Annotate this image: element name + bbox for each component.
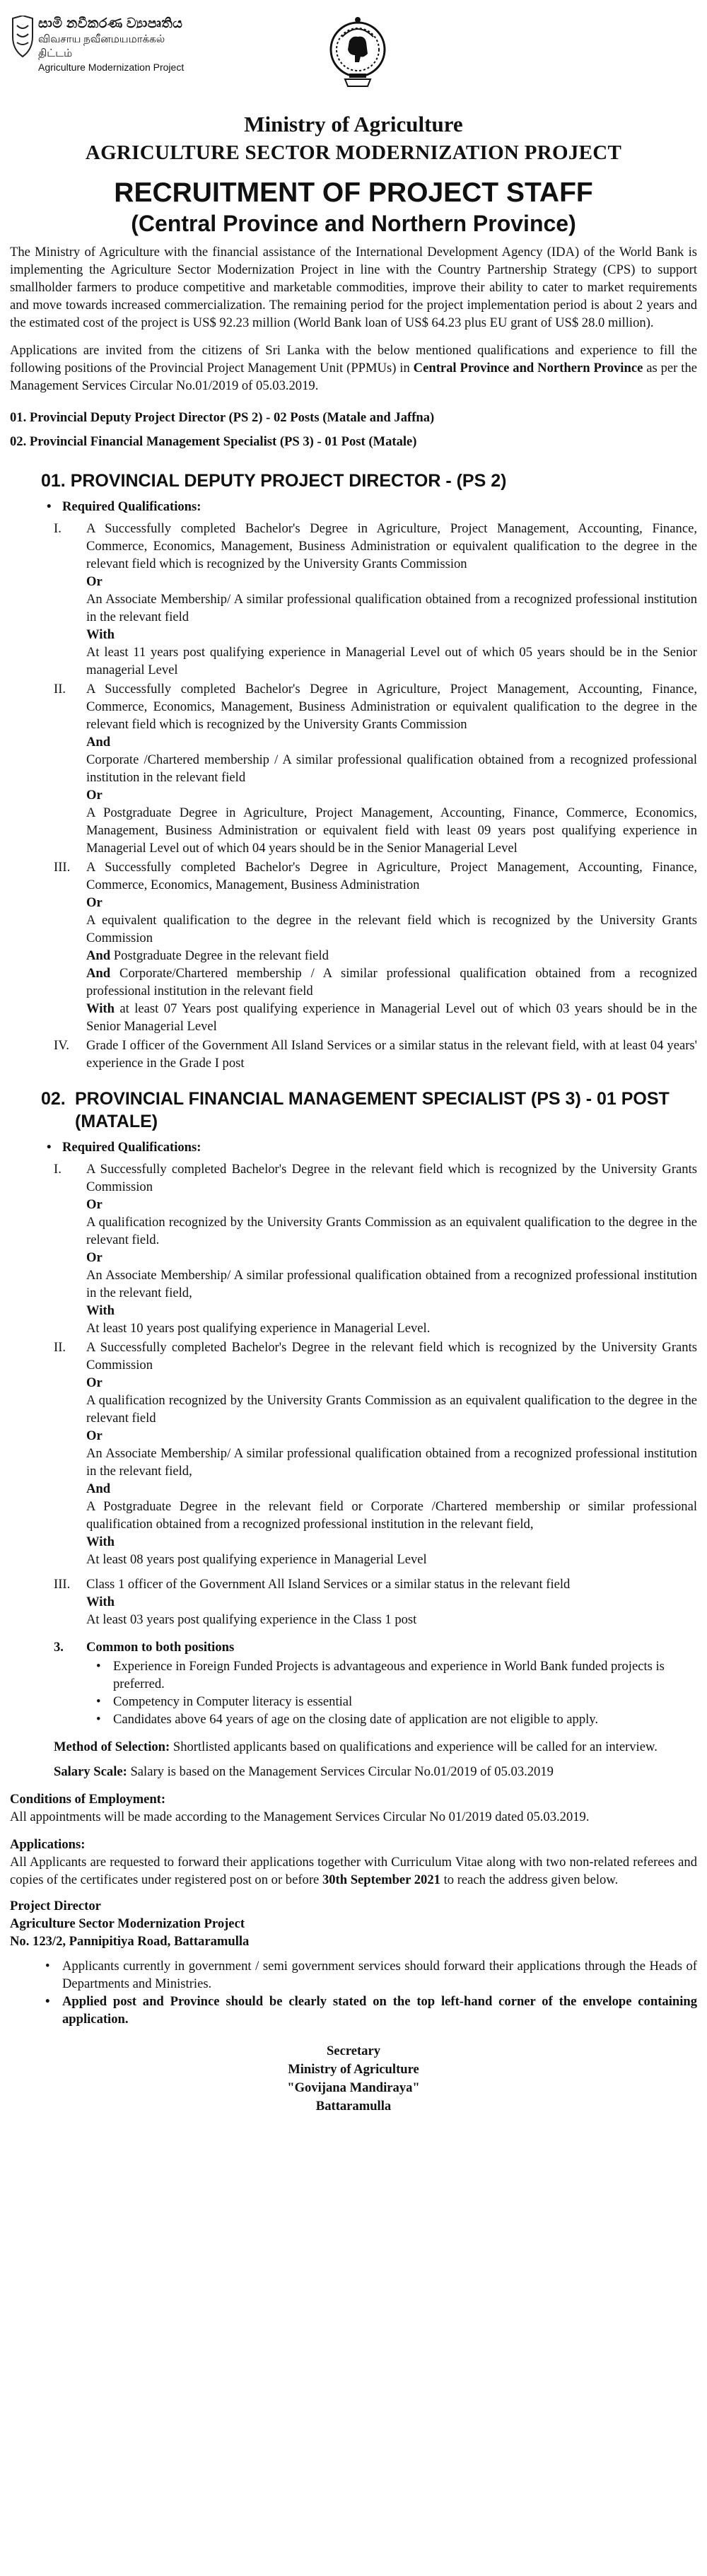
note-text: Applied post and Province should be clearly stated on the top left-hand corner of the envelope containing application. <box>62 1994 697 2027</box>
conjunction: With <box>86 1303 115 1318</box>
common-number: 3. <box>54 1640 64 1655</box>
qualification-text: An Associate Membership/ A similar professional qualification obtained from a recognized professional institution in the relevant field <box>86 592 697 624</box>
note-item <box>10 1957 697 1993</box>
project-logo-mark-icon <box>10 16 35 58</box>
ministry-name: Ministry of Agriculture <box>244 112 463 136</box>
method-text: Shortlisted applicants based on qualifications and experience will be called for an interview. <box>170 1739 658 1754</box>
item-number: IV. <box>54 1038 69 1053</box>
qualification-text: A Successfully completed Bachelor's Degree in the relevant field which is recognized by the University Grants Commission <box>86 1162 697 1194</box>
qualification-item <box>10 1160 697 1337</box>
logo-tamil-text: விவசாய நவீனமயமாக்கல் திட்டம் <box>38 34 165 59</box>
conjunction: With <box>86 1595 115 1609</box>
mailing-address <box>10 1897 697 1950</box>
conjunction: With <box>86 627 115 642</box>
bullet-icon: • <box>96 1694 101 1709</box>
section2-required-label <box>47 1138 697 1156</box>
qualification-text: An Associate Membership/ A similar professional qualification obtained from a recognized professional institution in the relevant field, <box>86 1268 697 1300</box>
qualification-item <box>10 858 697 1035</box>
qualification-text: At least 03 years post qualifying experience in the Class 1 post <box>86 1612 417 1627</box>
qualification-line <box>86 964 697 1000</box>
recruitment-subtitle: (Central Province and Northern Province) <box>131 211 576 236</box>
qualification-line <box>86 947 697 964</box>
section1-required-label <box>47 498 697 515</box>
item-number: I. <box>54 1162 62 1177</box>
conjunction: Or <box>86 1428 103 1443</box>
section2-qualifications <box>10 1160 697 1628</box>
section2-required-label-text: Required Qualifications: <box>62 1140 201 1155</box>
applications-heading: Applications: <box>10 1837 86 1852</box>
applications-text-2: to reach the address given below. <box>440 1872 619 1887</box>
qualification-text: A qualification recognized by the University Grants Commission as an equivalent qualification to the degree in the relevant field <box>86 1393 697 1426</box>
list-item <box>10 1657 697 1693</box>
applications-text <box>10 1853 697 1889</box>
bullet-icon: • <box>47 499 52 514</box>
qualification-text: A Postgraduate Degree in Agriculture, Project Management, Accounting, Finance, Commerce, Economics, Management, Business Administration or equivalent field with least 09 years post qualifying experience in Managerial Level out of which 04 years should be in the Senior Managerial Level <box>86 805 697 856</box>
conjunction: And <box>86 735 111 750</box>
conjunction: With <box>86 1001 115 1016</box>
positions-list <box>10 406 697 454</box>
qualification-text: A Postgraduate Degree in the relevant field or Corporate /Chartered membership or similar professional qualification obtained from a recognized professional institution in the relevant field, <box>86 1499 697 1532</box>
intro-paragraph: The Ministry of Agriculture with the financial assistance of the International Development Agency (IDA) of the World Bank is implementing the Agriculture Sector Modernization Project in line with the Country Partnership Strategy (CPS) to support smallholder farmers to produce competitive and marketable commodities, improve their ability to cater to market requirements and move towards increased commercialization. The remaining period for the project implementation period is about 2 years and the estimated cost of the project is US$ 92.23 million (World Bank loan of US$ 64.23 plus EU grant of US$ 28.0 million). <box>10 245 697 330</box>
qualification-item <box>10 1339 697 1568</box>
conditions-heading: Conditions of Employment: <box>10 1792 166 1807</box>
applications-invited-text-1: Applications are invited from the citizens of Sri Lanka with the below mentioned qualifications and experience to fill the following positions of the Provincial Project Management Unit (PPMUs) in <box>10 343 697 375</box>
note-text: Applicants currently in government / semi government services should forward their applications through the Heads of Departments and Ministries. <box>62 1959 697 1991</box>
qualification-text: A Successfully completed Bachelor's Degree in Agriculture, Project Management, Accounting, Finance, Commerce, Economics, Management, Business Administration or equivalent qualification to the degree in the relevant field which is recognized by the University Grants Commission <box>86 682 697 732</box>
section2-heading <box>10 1088 697 1133</box>
salary-text: Salary is based on the Management Services Circular No.01/2019 of 05.03.2019 <box>127 1764 554 1779</box>
qualification-text: At least 11 years post qualifying experience in Managerial Level out of which 05 years should be in the Senior managerial Level <box>86 645 697 677</box>
sri-lanka-emblem-icon <box>328 16 387 89</box>
conjunction: Or <box>86 788 103 803</box>
project-logo <box>10 16 195 74</box>
common-label: Common to both positions <box>86 1640 235 1655</box>
logo-english-text: Agriculture Modernization Project <box>38 62 185 73</box>
qualification-text: A Successfully completed Bachelor's Degree in Agriculture, Project Management, Accounting, Finance, Commerce, Economics, Management, Business Administration <box>86 860 697 892</box>
qualification-text: At least 08 years post qualifying experience in Managerial Level <box>86 1552 427 1567</box>
conjunction: With <box>86 1534 115 1549</box>
address-line: Agriculture Sector Modernization Project <box>10 1916 245 1931</box>
qualification-text: A equivalent qualification to the degree in the relevant field which is recognized by the University Grants Commission <box>86 913 697 945</box>
conjunction: And <box>86 966 111 981</box>
bullet-icon: • <box>96 1659 101 1674</box>
qualification-text: A qualification recognized by the University Grants Commission as an equivalent qualification to the degree in the relevant field. <box>86 1215 697 1247</box>
list-item <box>10 1710 697 1728</box>
qualification-text: An Associate Membership/ A similar professional qualification obtained from a recognized professional institution in the relevant field, <box>86 1446 697 1479</box>
application-deadline: 30th September 2021 <box>322 1872 440 1887</box>
qualification-text: A Successfully completed Bachelor's Degree in the relevant field which is recognized by the University Grants Commission <box>86 1340 697 1372</box>
list-item-text: Candidates above 64 years of age on the closing date of application are not eligible to apply. <box>113 1712 599 1727</box>
qualification-text: Corporate /Chartered membership / A similar professional qualification obtained from a recognized professional institution in the relevant field <box>86 752 697 785</box>
qualification-item <box>10 520 697 679</box>
signature-block <box>10 2042 697 2116</box>
qualification-item <box>10 1037 697 1072</box>
item-number: II. <box>54 1340 66 1355</box>
list-item-text: Competency in Computer literacy is essential <box>113 1694 353 1709</box>
section1-required-label-text: Required Qualifications: <box>62 499 201 514</box>
qualification-text: At least 10 years post qualifying experience in Managerial Level. <box>86 1321 431 1336</box>
signature-line: Secretary <box>326 2044 381 2058</box>
position-item: 01. Provincial Deputy Project Director (PS 2) - 02 Posts (Matale and Jaffna) <box>10 410 435 425</box>
qualification-item <box>10 680 697 857</box>
applications-invited-paragraph <box>10 342 697 395</box>
qualification-text: Class 1 officer of the Government All Island Services or a similar status in the relevant field <box>86 1577 571 1592</box>
section2-heading-number: 02. <box>41 1089 66 1109</box>
item-number: II. <box>54 682 66 697</box>
position-item: 02. Provincial Financial Management Specialist (PS 3) - 01 Post (Matale) <box>10 434 417 449</box>
logo-sinhala-text: සාමි නවීකරණ ව්‍යාපෘතිය <box>38 16 183 31</box>
conjunction: Or <box>86 574 103 589</box>
conditions-text: All appointments will be made according to the Management Services Circular No 01/2019 dated 05.03.2019. <box>10 1809 590 1824</box>
address-line: No. 123/2, Pannipitiya Road, Battaramulla <box>10 1934 250 1949</box>
signature-line: "Govijana Mandiraya" <box>287 2080 420 2095</box>
bullet-icon: • <box>45 1994 50 2009</box>
notes-list <box>10 1957 697 2028</box>
bullet-icon: • <box>45 1959 50 1974</box>
item-number: III. <box>54 860 71 875</box>
qualification-text: Corporate/Chartered membership / A similar professional qualification obtained from a recognized professional institution in the relevant field <box>86 966 697 998</box>
qualification-text: A Successfully completed Bachelor's Degree in Agriculture, Project Management, Accounting, Finance, Commerce, Economics, Management, Business Administration or equivalent qualification to the degree in the relevant field which is recognized by the University Grants Commission <box>86 521 697 571</box>
conjunction: Or <box>86 1250 103 1265</box>
header-top <box>10 16 697 136</box>
list-item <box>10 1693 697 1710</box>
method-label: Method of Selection: <box>54 1739 170 1754</box>
signature-line: Battaramulla <box>315 2099 392 2114</box>
qualification-text: Postgraduate Degree in the relevant field <box>110 948 329 963</box>
note-item <box>10 1993 697 2028</box>
conjunction: Or <box>86 895 103 910</box>
signature-line: Ministry of Agriculture <box>288 2062 419 2077</box>
recruitment-title: RECRUITMENT OF PROJECT STAFF <box>114 177 593 208</box>
conjunction: And <box>86 948 111 963</box>
conjunction: Or <box>86 1197 103 1212</box>
conjunction: And <box>86 1481 111 1496</box>
salary-scale <box>54 1763 697 1781</box>
common-positions-heading <box>54 1638 697 1656</box>
common-requirements-list <box>10 1657 697 1728</box>
project-name: AGRICULTURE SECTOR MODERNIZATION PROJECT <box>85 141 622 164</box>
list-item-text: Experience in Foreign Funded Projects is advantageous and experience in World Bank funded projects is preferred. <box>113 1659 665 1691</box>
qualification-text: at least 07 Years post qualifying experience in Managerial Level out of which 03 years should be in the Senior Managerial Level <box>86 1001 697 1034</box>
section2-heading-text: PROVINCIAL FINANCIAL MANAGEMENT SPECIALIST (PS 3) - 01 POST (MATALE) <box>75 1089 670 1131</box>
salary-label: Salary Scale: <box>54 1764 127 1779</box>
qualification-line <box>86 1000 697 1035</box>
qualification-text: Grade I officer of the Government All Island Services or a similar status in the relevant field, with at least 04 years' experience in the Grade I post <box>86 1038 697 1071</box>
applications-invited-province: Central Province and Northern Province <box>413 361 643 375</box>
conjunction: Or <box>86 1375 103 1390</box>
section1-heading: 01. PROVINCIAL DEPUTY PROJECT DIRECTOR - (PS 2) <box>41 471 507 491</box>
applications-text-1: All Applicants are requested to forward their applications together with Curriculum Vitae along with two non-related referees and copies of the certificates under registered post on or before <box>10 1855 697 1887</box>
section1-qualifications <box>10 520 697 1072</box>
item-number: III. <box>54 1577 71 1592</box>
bullet-icon: • <box>96 1712 101 1727</box>
item-number: I. <box>54 521 62 536</box>
applications-invited-text-2: as per the Management Services Circular No.01/2019 of 05.03.2019. <box>10 361 697 393</box>
address-line: Project Director <box>10 1899 101 1913</box>
qualification-item <box>10 1575 697 1628</box>
method-of-selection <box>54 1738 697 1756</box>
bullet-icon: • <box>47 1140 52 1155</box>
